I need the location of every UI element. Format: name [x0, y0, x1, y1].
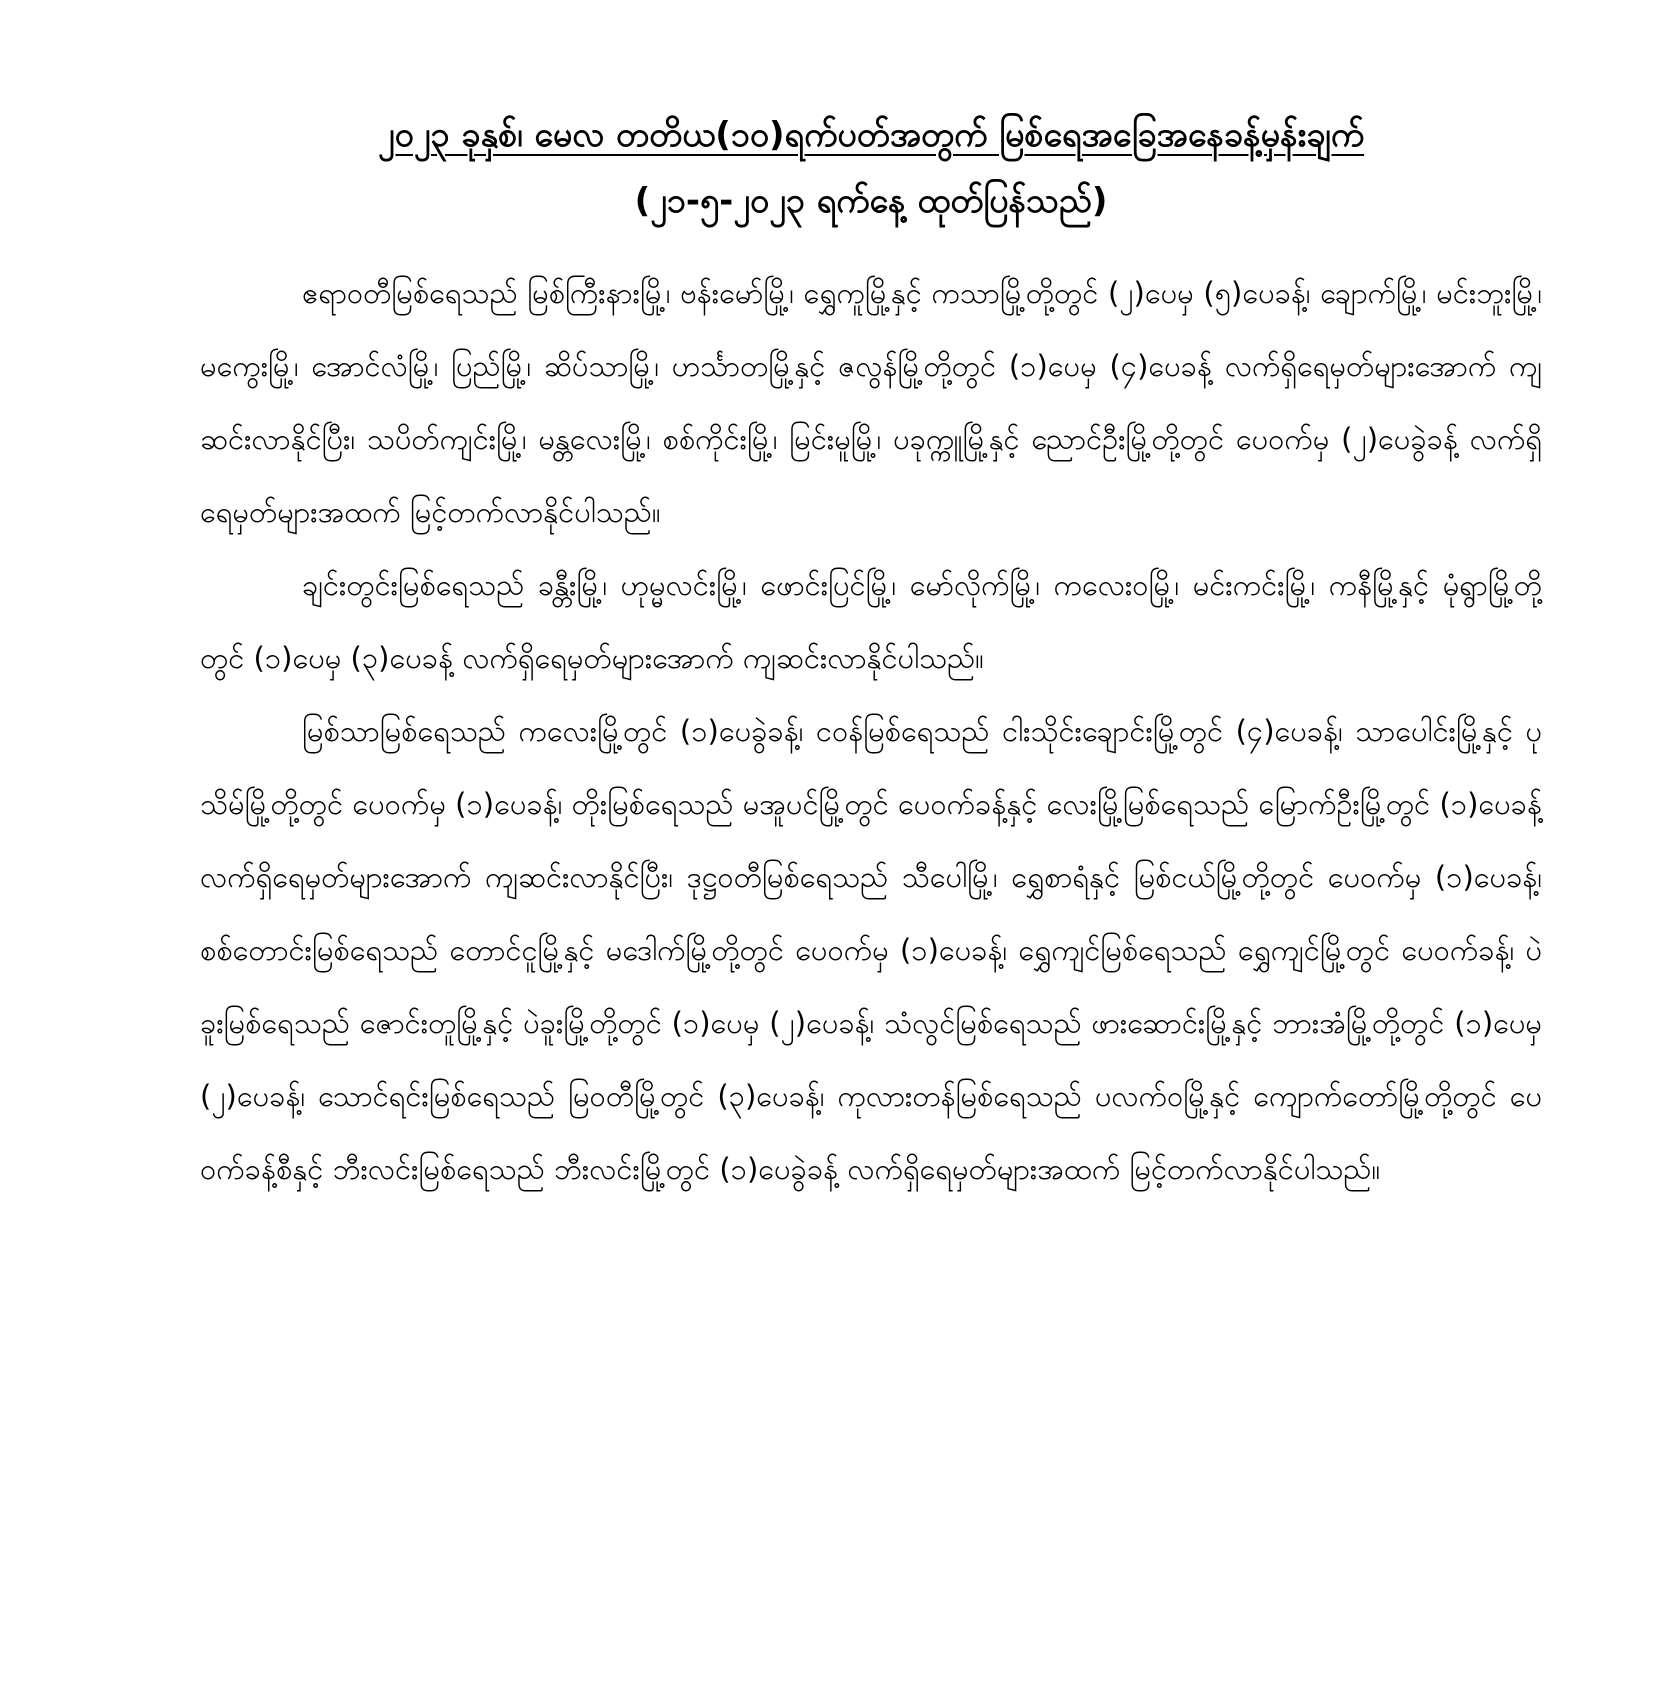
paragraph-other-rivers: မြစ်သာမြစ်ရေသည် ကလေးမြို့တွင် (၁)ပေခွဲခန့်၊ ငဝန်မြစ်ရေသည် ငါးသိုင်းချောင်းမြို့တွင် (၄)ပေခန့်၊ သာပေါင်းမြို့နှင့် ပုသိမ်မြို့တို့တွင် ပေဝက်မှ (၁)ပေခန့်၊ တိုးမြစ်ရေသည် မအူပင်မြို့တွင် ပေဝက်ခန့်နှင့် လေးမြို့မြစ်ရေသည် မြောက်ဦးမြို့တွင် (၁)ပေခန့် လက်ရှိရေမှတ်များအောက် ကျဆင်းလာနိုင်ပြီး၊ ဒုဋ္ဌဝတီမြစ်ရေသည် သီပေါမြို့၊ ရွှေစာရံနှင့် မြစ်ငယ်မြို့တို့တွင် ပေဝက်မှ (၁)ပေခန့်၊ စစ်တောင်းမြစ်ရေသည် တောင်ငူမြို့နှင့် မဒေါက်မြို့တို့တွင် ပေဝက်မှ (၁)ပေခန့်၊ ရွှေကျင်မြစ်ရေသည် ရွှေကျင်မြို့တွင် ပေဝက်ခန့်၊ ပဲခူးမြစ်ရေသည် ဇောင်းတူမြို့နှင့် ပဲခူးမြို့တို့တွင် (၁)ပေမှ (၂)ပေခန့်၊ သံလွင်မြစ်ရေသည် ဖားဆောင်းမြို့နှင့် ဘားအံမြို့တို့တွင် (၁)ပေမှ (၂)ပေခန့်၊ သောင်ရင်းမြစ်ရေသည် မြဝတီမြို့တွင် (၃)ပေခန့်၊ ကုလားတန်မြစ်ရေသည် ပလက်ဝမြို့နှင့် ကျောက်တော်မြို့တို့တွင် ပေဝက်ခန့်စီနှင့် ဘီးလင်းမြစ်ရေသည် ဘီးလင်းမြို့တွင် (၁)ပေခွဲခန့် လက်ရှိရေမှတ်များအထက် မြင့်တက်လာနိုင်ပါသည်။ [200, 714, 1542, 1186]
document-body [200, 257, 1542, 1206]
release-date: (၂၁-၅-၂၀၂၃ ရက်နေ့ ထုတ်ပြန်သည်) [634, 181, 1108, 221]
document-title: ၂၀၂၃ ခုနှစ်၊ မေလ တတိယ(၁၀)ရက်ပတ်အတွက် မြစ်ရေအခြေအနေခန့်မှန်းချက် [377, 115, 1365, 155]
paragraph-chindwin: ချင်းတွင်းမြစ်ရေသည် ခန္တီးမြို့၊ ဟုမ္မလင်းမြို့၊ ဖောင်းပြင်မြို့၊ မော်လိုက်မြို့၊ ကလေးဝမြို့၊ မင်းကင်းမြို့၊ ကနီမြို့နှင့် မုံရွာမြို့တို့တွင် (၁)ပေမှ (၃)ပေခန့် လက်ရှိရေမှတ်များအောက် ကျဆင်းလာနိုင်ပါသည်။ [200, 568, 1542, 675]
paragraph-ayeyarwady: ဧရာဝတီမြစ်ရေသည် မြစ်ကြီးနားမြို့၊ ဗန်းမော်မြို့၊ ရွှေကူမြို့နှင့် ကသာမြို့တို့တွင် (၂)ပေမှ (၅)ပေခန့်၊ ချောက်မြို့၊ မင်းဘူးမြို့၊ မကွေးမြို့၊ အောင်လံမြို့၊ ပြည်မြို့၊ ဆိပ်သာမြို့၊ ဟင်္သာတမြို့နှင့် ဇလွန်မြို့တို့တွင် (၁)ပေမှ (၄)ပေခန့် လက်ရှိရေမှတ်များအောက် ကျဆင်းလာနိုင်ပြီး၊ သပိတ်ကျင်းမြို့၊ မန္တလေးမြို့၊ စစ်ကိုင်းမြို့၊ မြင်းမူမြို့၊ ပခုက္ကူမြို့နှင့် ညောင်ဦးမြို့တို့တွင် ပေဝက်မှ (၂)ပေခွဲခန့် လက်ရှိရေမှတ်များအထက် မြင့်တက်လာနိုင်ပါသည်။ [200, 276, 1542, 529]
